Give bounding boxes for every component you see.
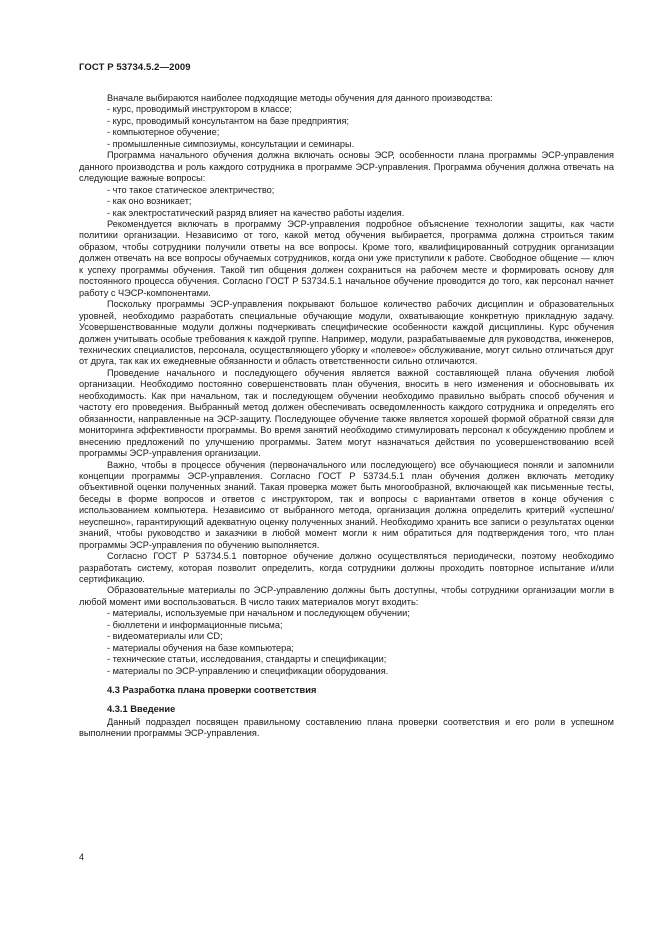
section-heading: 4.3 Разработка плана проверки соответствия xyxy=(107,685,317,696)
subsection-heading: 4.3.1 Введение xyxy=(107,703,176,714)
list-item: - что такое статическое электричество; xyxy=(107,184,275,195)
paragraph: Поскольку программы ЭСР-управления покрывают большое количество рабочих дисциплин и образовательных уровней, необходимо разработать специальные обучающие модули, охватывающие конкретную прикладную задачу. Усовершенствованные модули должны подчеркивать специфические особенности каждой дисциплины. Курс обучения должен учитывать особые требования к каждой группе. Например, модули, разрабатываемые для руководства, инженеров, технических специалистов, персонала, осуществляющего уборку и «полевое» обслуживание, могут сильно отличаться друг от друга, так как их ежедневные обязанности и область ответственности сильно отличаются. xyxy=(79,299,614,367)
paragraph: Вначале выбираются наиболее подходящие методы обучения для данного производства: xyxy=(107,93,493,103)
list-item: - компьютерное обучение; xyxy=(107,127,220,138)
paragraph: Важно, чтобы в процессе обучения (первоначального или последующего) все обучающиеся поняли и запомнили концепции программы ЭСР-управления. Согласно ГОСТ Р 53734.5.1 план обучения должен включать методику объективной оценки полученных знаний. Такая проверка может быть многообразной, включающей как письменные тесты, беседы в форме вопросов и ответов с инструктором, так и вопросы с вариантами ответов в конце обучения с использованием компьютера. Независимо от выбранного метода, организация должна определить критерий «успешно/неуспешно», гарантирующий адекватную оценку полученных знаний. Необходимо хранить все записи о результатах оценки знаний, чтобы руководство и заказчики в любой момент могли к ним обратиться для подтверждения того, что план программы ЭСР-управления по обучению выполняется. xyxy=(79,459,614,550)
list-item: - видеоматериалы или CD; xyxy=(107,631,223,642)
list-item: - материалы, используемые при начальном и последующем обучении; xyxy=(107,608,410,619)
paragraph: Программа начального обучения должна включать основы ЭСР, особенности плана программы ЭСР-управления данного производства и роль каждого сотрудника в программе ЭСР-управления. Программа обучения должна отвечать на следующие важные вопросы: xyxy=(79,150,614,184)
list-item: - курс, проводимый инструктором в классе; xyxy=(107,104,292,115)
list-item: - технические статьи, исследования, стандарты и спецификации; xyxy=(107,654,387,665)
document-header: ГОСТ Р 53734.5.2—2009 xyxy=(79,62,191,73)
list-item: - материалы обучения на базе компьютера; xyxy=(107,642,294,653)
list-item: - промышленные симпозиумы, консультации и семинары. xyxy=(107,138,355,149)
paragraph: Проведение начального и последующего обучения является важной составляющей плана обучения любой организации. Необходимо постоянно совершенствовать план обучения, вносить в него изменения и обосновывать их необходимость. Как при начальном, так и последующем обучении необходимо правильно выбрать способ обучения и частоту его проведения. Выбранный метод должен обеспечивать осведомленность каждого сотрудника и определять его обязанности, направленные на ЭСР-защиту. Последующее обучение также является хорошей формой обратной связи для мониторинга эффективности программы. Во время занятий необходимо стимулировать персонал к обсуждению проблем и внесению предложений по улучшению программы. Затем могут назначаться действия по усовершенствованию всей программы ЭСР-управления организации. xyxy=(79,367,614,459)
document-body xyxy=(79,93,614,740)
list-item: - курс, проводимый консультантом на базе предприятия; xyxy=(107,115,350,126)
paragraph: Данный подраздел посвящен правильному составлению плана проверки соответствия и его роли в успешном выполнении программы ЭСР-управления. xyxy=(79,717,614,739)
list-item: - материалы по ЭСР-управлению и спецификации оборудования. xyxy=(107,665,389,676)
list-item: - как электростатический разряд влияет на качество работы изделия. xyxy=(107,207,405,218)
page-number: 4 xyxy=(79,852,85,862)
list-item: - как оно возникает; xyxy=(107,196,192,207)
paragraph: Образовательные материалы по ЭСР-управлению должны быть доступны, чтобы сотрудники организации могли в любой момент ими воспользоваться. В число таких материалов могут входить: xyxy=(79,585,614,607)
paragraph: Рекомендуется включать в программу ЭСР-управления подробное объяснение технологии защиты, как части политики организации. Независимо от того, какой метод обучения выбирается, программа должна строиться таким образом, чтобы сотрудники получили ответы на все вопросы. Кроме того, квалифицированный сотрудник организации должен отвечать на все вопросы обучаемых сотрудников, когда они уже приступили к работе. Свободное общение — ключ к успеху программы обучения. Такой тип общения должен сохраниться на рабочем месте и формировать основу для постоянного процесса обучения. Согласно ГОСТ Р 53734.5.1 начальное обучение проводится до того, как персонал начнет работу с ЧЭСР-компонентами. xyxy=(79,218,614,298)
list-item: - бюллетени и информационные письма; xyxy=(107,619,283,630)
paragraph: Согласно ГОСТ Р 53734.5.1 повторное обучение должно осуществляться периодически, поэтому необходимо разработать систему, которая позволит определить, когда сотрудники должны проходить повторное испытание и/или сертификацию. xyxy=(79,551,614,585)
